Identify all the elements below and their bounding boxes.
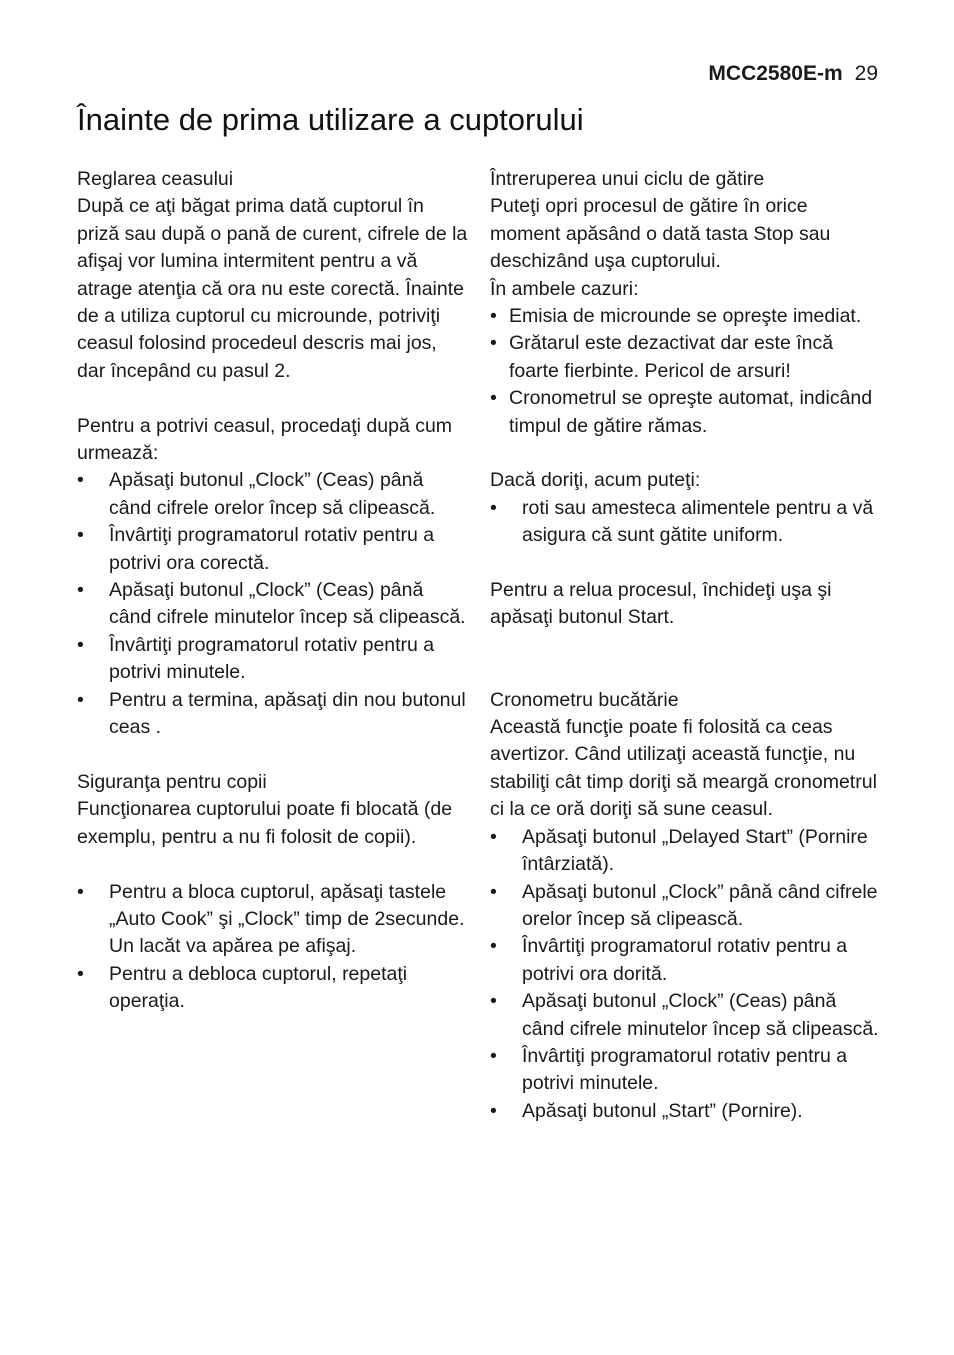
child-lock-steps (77, 879, 469, 1016)
clock-section (77, 166, 469, 742)
interrupt-options-lead: Dacă doriţi, acum puteţi: (490, 469, 701, 492)
list-item: • Pentru a bloca cuptorul, apăsaţi tastele „Auto Cook” şi „Clock” timp de 2secunde. Un lacăt va apărea pe afişaj. (77, 879, 469, 961)
child-lock-heading: Siguranţa pentru copii (77, 770, 267, 793)
list-item: • Pentru a termina, apăsaţi din nou butonul ceas . (77, 687, 469, 742)
model-number: MCC2580E-m (708, 62, 843, 85)
timer-intro: Această funcţie poate fi folosită ca ceas avertizor. Când utilizaţi această funcţie, nu stabiliţi cât timp doriţi să meargă cronometrul ci la ce oră doriţi să sune ceasul. (490, 716, 877, 821)
list-item: • Emisia de microunde se opreşte imediat. (490, 303, 882, 330)
list-item: • Cronometrul se opreşte automat, indicând timpul de gătire rămas. (490, 385, 882, 440)
interrupt-intro: Puteţi opri procesul de gătire în orice moment apăsând o dată tasta Stop sau deschizând uşa cuptorului. (490, 195, 831, 273)
right-column (490, 166, 882, 1125)
page-number: 29 (854, 62, 878, 85)
list-item: • Grătarul este dezactivat dar este încă foarte fierbinte. Pericol de arsuri! (490, 330, 882, 385)
list-item: • Apăsaţi butonul „Clock” (Ceas) până când cifrele minutelor încep să clipească. (490, 988, 882, 1043)
timer-section (490, 687, 882, 1126)
list-item: • Învârtiţi programatorul rotativ pentru a potrivi minutele. (490, 1043, 882, 1098)
list-item: • Apăsaţi butonul „Delayed Start” (Pornire întârziată). (490, 824, 882, 879)
clock-heading: Reglarea ceasului (77, 168, 234, 190)
child-lock-intro: Funcţionarea cuptorului poate fi blocată (de exemplu, pentru a nu fi folosit de copii). (77, 798, 453, 848)
list-item: • Învârtiţi programatorul rotativ pentru a potrivi ora corectă. (77, 522, 469, 577)
timer-steps (490, 824, 882, 1125)
list-item: • Apăsaţi butonul „Clock” până când cifrele orelor încep să clipească. (490, 879, 882, 934)
child-lock-section (77, 769, 469, 1016)
interrupt-lead: În ambele cazuri: (490, 277, 639, 300)
interrupt-options (490, 495, 882, 550)
interrupt-resume: Pentru a relua procesul, închideţi uşa şi apăsaţi butonul Start. (490, 579, 832, 629)
clock-intro: După ce aţi băgat prima dată cuptorul în priză sau după o pană de curent, cifrele de la afişaj vor lumina intermitent pentru a vă atrage atenţia că ora nu este corectă. Înainte de a utiliza cuptorul cu microunde, potriviţi ceasul folosind procedeul descris mai jos, dar începând cu pasul 2. (77, 195, 468, 382)
list-item: • Apăsaţi butonul „Start” (Pornire). (490, 1098, 882, 1125)
list-item: • Apăsaţi butonul „Clock” (Ceas) până când cifrele orelor încep să clipească. (77, 467, 469, 522)
page-header (708, 62, 878, 86)
list-item: • Apăsaţi butonul „Clock” (Ceas) până când cifrele minutelor încep să clipească. (77, 577, 469, 632)
timer-heading: Cronometru bucătărie (490, 688, 679, 711)
list-item: • Învârtiţi programatorul rotativ pentru a potrivi minutele. (77, 632, 469, 687)
left-column (77, 166, 469, 1016)
list-item: • Învârtiţi programatorul rotativ pentru a potrivi ora dorită. (490, 933, 882, 988)
clock-lead: Pentru a potrivi ceasul, procedaţi după cum urmează: (77, 414, 453, 465)
interrupt-section (490, 166, 882, 632)
interrupt-effects (490, 303, 882, 440)
interrupt-heading: Întreruperea unui ciclu de gătire (490, 168, 765, 190)
page-title: Înainte de prima utilizare a cuptorului (77, 102, 584, 137)
clock-steps (77, 467, 469, 741)
list-item: • Pentru a debloca cuptorul, repetaţi operaţia. (77, 961, 469, 1016)
list-item: • roti sau amesteca alimentele pentru a vă asigura că sunt gătite uniform. (490, 495, 882, 550)
